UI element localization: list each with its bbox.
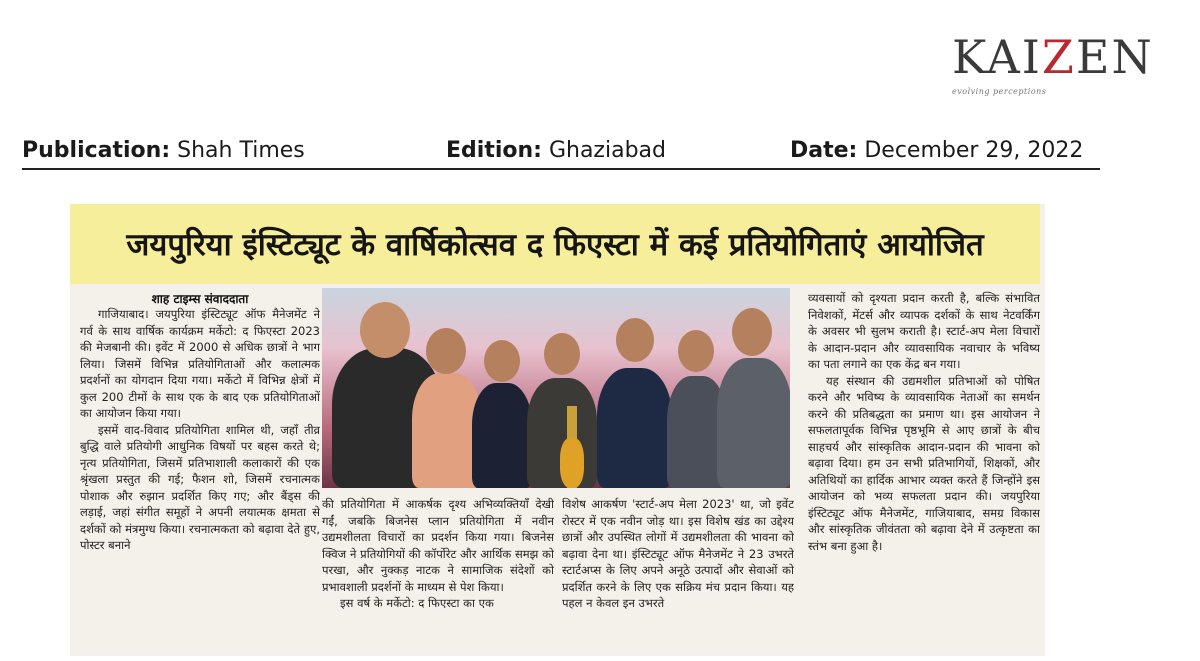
headline-banner: [70, 204, 1040, 284]
article-byline: शाह टाइम्स संवाददाता: [151, 292, 249, 306]
date-value: December 29, 2022: [864, 138, 1084, 163]
article-column-1: [80, 306, 320, 652]
col2-para-1: की प्रतियोगिता में आकर्षक दृश्य अभिव्यक्तियाँ देखी गईं, जबकि बिजनेस प्लान प्रतियोगिता में नवीन उद्यमशीलता विचारों का प्रदर्शन किया गया। बिजनेस क्विज ने प्रतियोगियों की कॉर्पोरेट और आर्थिक समझ को परखा, और नुक्कड़ नाटक ने सामाजिक संदेशों को प्रभावशाली प्रदर्शनों के माध्यम से पेश किया।: [322, 497, 554, 594]
edition-value: Ghaziabad: [548, 138, 666, 163]
photo-person-7: [717, 358, 790, 488]
photo-head-6: [678, 330, 714, 372]
date-label: Date:: [790, 138, 858, 163]
photo-head-4: [544, 333, 580, 375]
edition-info: [446, 138, 666, 163]
publication-value: Shah Times: [177, 138, 305, 163]
kaizen-logo: [952, 20, 1182, 105]
event-photo: [322, 288, 790, 488]
article-column-2: [322, 496, 554, 652]
publication-info: [22, 138, 305, 163]
photo-head-3: [484, 340, 520, 382]
photo-head-2: [426, 328, 466, 374]
logo-text-z: Z: [1041, 30, 1076, 84]
article-column-4: [808, 290, 1040, 652]
photo-person-5: [597, 368, 672, 488]
logo-tagline: evolving perceptions: [952, 87, 1047, 96]
edition-label: Edition:: [446, 138, 542, 163]
photo-head-5: [616, 318, 654, 362]
meta-underline: [22, 168, 1100, 170]
col4-para-2: यह संस्थान की उद्यमशील प्रतिभाओं को पोषित करने और भविष्य के व्यावसायिक नेताओं का समर्थन करने की प्रतिबद्धता का प्रमाण था। इस आयोजन ने सफलतापूर्वक विभिन्न पृष्ठभूमि से आए छात्रों के बीच साहचर्य और सांस्कृतिक आदान-प्रदान की भावना को बढ़ावा दिया। हम उन सभी प्रतिभागियों, शिक्षकों, और अतिथियों का हार्दिक आभार व्यक्त करते हैं जिन्होंने इस आयोजन को भव्य सफलता प्रदान की। जयपुरिया इंस्टिट्यूट ऑफ मैनेजमेंट, गाजियाबाद, समग्र विकास और सांस्कृतिक जीवंतता को बढ़ावा देने में उत्कृष्टता का स्तंभ बना हुआ है।: [808, 373, 1040, 553]
logo-wordmark: [952, 30, 1154, 84]
marigold-garland-icon: [560, 438, 584, 488]
col2-para-2: इस वर्ष के मर्केटो: द फिएस्टा का एक: [340, 596, 494, 610]
col4-para-1: व्यवसायों को दृश्यता प्रदान करती है, बल्कि संभावित निवेशकों, मेंटर्स और व्यापक दर्शकों के साथ नेटवर्किंग के अवसर भी सुलभ कराती है। स्टार्ट-अप मेला विचारों के आदान-प्रदान और व्यावसायिक नवाचार के भविष्य का पता लगाने का एक केंद्र बन गया।: [808, 291, 1040, 371]
clipping-meta: [22, 138, 1100, 170]
article-column-3: [562, 496, 794, 652]
publication-label: Publication:: [22, 138, 171, 163]
col1-para-1: गाजियाबाद। जयपुरिया इंस्टिट्यूट ऑफ मैनेजमेंट ने गर्व के साथ वार्षिक कार्यक्रम मर्केटो: द फिएस्टा 2023 की मेजबानी की। इवेंट में 2000 से अधिक छात्रों ने भाग लिया। जिसमें विभिन्न प्रतियोगिताओं और कलात्मक प्रदर्शनों का योगदान दिया गया। मर्केटो में विभिन्न क्षेत्रों में कुल 200 टीमों के साथ एक के बाद एक प्रतियोगिताओं का आयोजन किया गया।: [80, 307, 320, 420]
photo-person-3: [472, 383, 532, 488]
date-info: [790, 138, 1083, 163]
logo-text-a: KAI: [952, 30, 1042, 84]
article-headline: जयपुरिया इंस्टिट्यूट के वार्षिकोत्सव द फिएस्टा में कई प्रतियोगिताएं आयोजित: [126, 227, 984, 263]
logo-text-b: EN: [1075, 30, 1154, 84]
col3-para-1: विशेष आकर्षण 'स्टार्ट-अप मेला 2023' था, जो इवेंट रोस्टर में एक नवीन जोड़ था। इस विशेष खंड का उद्देश्य छात्रों और उपस्थित लोगों में उद्यमशीलता की भावना को बढ़ावा देना था। इंस्टिट्यूट ऑफ मैनेजमेंट ने 23 उभरते स्टार्टअप्स के लिए अपने अनूठे उत्पादों और सेवाओं को प्रदर्शित करने के लिए एक सक्रिय मंच प्रदान किया। यह पहल न केवल इन उभरते: [562, 497, 794, 610]
photo-head-7: [732, 308, 772, 356]
col1-para-2: इसमें वाद-विवाद प्रतियोगिता शामिल थी, जहाँ तीव्र बुद्धि वाले प्रतियोगी आधुनिक विषयों पर बहस करते थे; नृत्य प्रतियोगिता, जिसमें प्रतिभाशाली कलाकारों की एक श्रृंखला प्रस्तुत की गई; फैशन शो, जिसमें रचनात्मक पोशाक और रुझान प्रदर्शित किए गए; और बैंड्स की लड़ाई, जहां संगीत समूहों ने अपनी लयात्मक क्षमता से दर्शकों को मंत्रमुग्ध किया। रचनात्मकता को बढ़ावा देते हुए, पोस्टर बनाने: [80, 422, 320, 552]
photo-head-1: [360, 302, 410, 358]
